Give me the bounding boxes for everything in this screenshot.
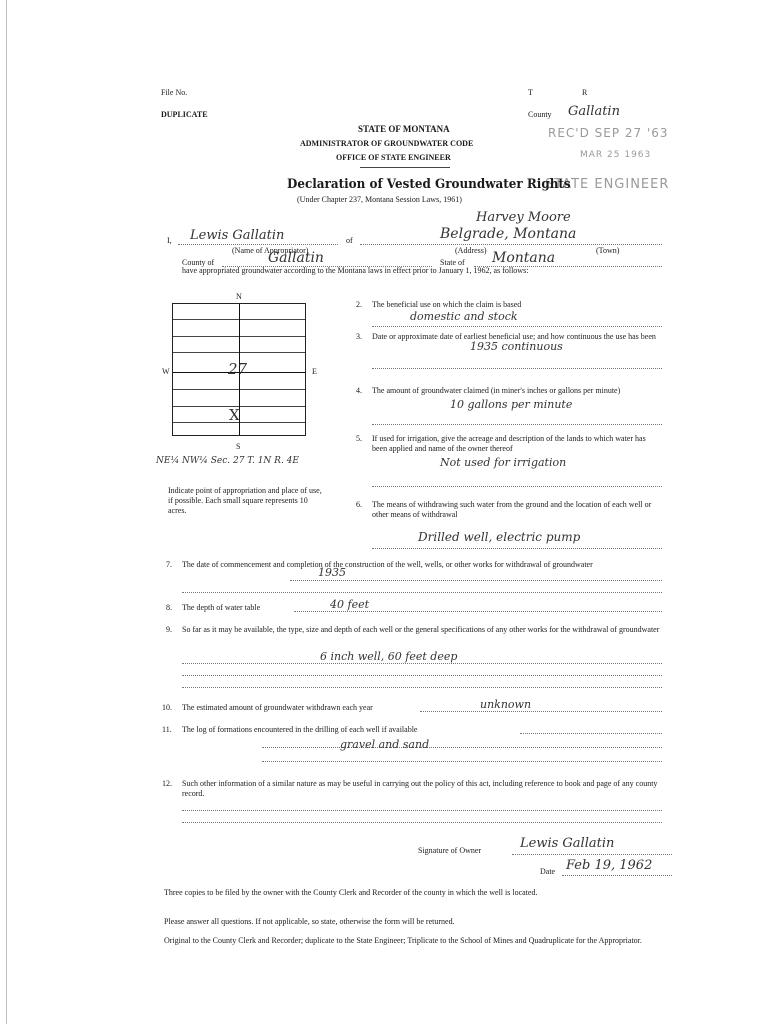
i-label: I, [167,236,172,245]
map-west: W [162,367,170,376]
appropriator-name-value: Lewis Gallatin [190,228,285,243]
location-handwritten: NE¼ NW¼ Sec. 27 T. 1N R. 4E [156,456,299,466]
appropriation-statement: have appropriated groundwater according to the Montana laws in effect prior to January 1, 1962, as follows: [182,266,529,275]
signature-date-label: Date [540,867,556,876]
well-mark: X [229,406,240,424]
form-subtitle: (Under Chapter 237, Montana Session Laws, 1961) [297,195,462,204]
map-north: N [236,292,242,301]
state-of-value: Montana [492,250,556,266]
state-heading: STATE OF MONTANA [358,124,450,134]
address-top-line: Harvey Moore [476,210,571,225]
answer-10: unknown [480,698,532,711]
address-caption: (Address) [455,246,487,255]
heading-rule [360,167,450,168]
received-stamp: REC'D SEP 27 '63 [548,126,669,140]
r-label: R [582,88,588,97]
map-instructions: Indicate point of appropriation and place of use, if possible. Each small square represents 10 acres. [168,486,322,515]
county-of-label: County of [182,258,215,267]
answer-8: 40 feet [330,598,370,611]
answer-7: 1935 [318,566,346,579]
county-label: County [528,110,552,119]
footer-copies: Three copies to be filed by the owner with the County Clerk and Recorder of the county in which the well is located. [164,888,538,897]
answer-9: 6 inch well, 60 feet deep [320,650,458,663]
county-value: Gallatin [568,104,620,119]
answer-6: Drilled well, electric pump [418,530,581,544]
name-caption: (Name of Appropriator) [232,246,309,255]
footer-answer-all: Please answer all questions. If not applicable, so state, otherwise the form will be returned. [164,917,455,926]
map-east: E [312,367,317,376]
administrator-heading: ADMINISTRATOR OF GROUNDWATER CODE [300,139,474,148]
duplicate-label: DUPLICATE [161,110,208,119]
map-south: S [236,442,241,451]
scan-edge-line [6,0,7,1024]
footer-distribution: Original to the County Clerk and Recorder; duplicate to the State Engineer; Triplicate to the School of Mines and Quadruplicate for the Appropriator. [164,936,642,945]
answer-3: 1935 continuous [470,340,563,353]
town-caption: (Town) [596,246,620,255]
form-title: Declaration of Vested Groundwater Rights [287,177,571,192]
of-label: of [346,236,353,245]
office-heading: OFFICE OF STATE ENGINEER [336,153,451,162]
date-stamp: MAR 25 1963 [580,150,652,160]
answer-11: gravel and sand [340,738,430,751]
state-engineer-stamp: STATE ENGINEER [545,177,670,192]
answer-4: 10 gallons per minute [450,398,573,411]
county-of-value: Gallatin [268,250,324,266]
state-of-label: State of [440,258,465,267]
t-label: T [528,88,533,97]
file-no-label: File No. [161,88,188,97]
answer-2: domestic and stock [410,310,518,323]
signature-owner-value: Lewis Gallatin [520,836,615,851]
signature-owner-label: Signature of Owner [418,846,482,855]
signature-date-value: Feb 19, 1962 [566,858,653,873]
section-number: 27 [228,360,248,378]
answer-5: Not used for irrigation [440,456,567,469]
address-value: Belgrade, Montana [440,226,577,242]
